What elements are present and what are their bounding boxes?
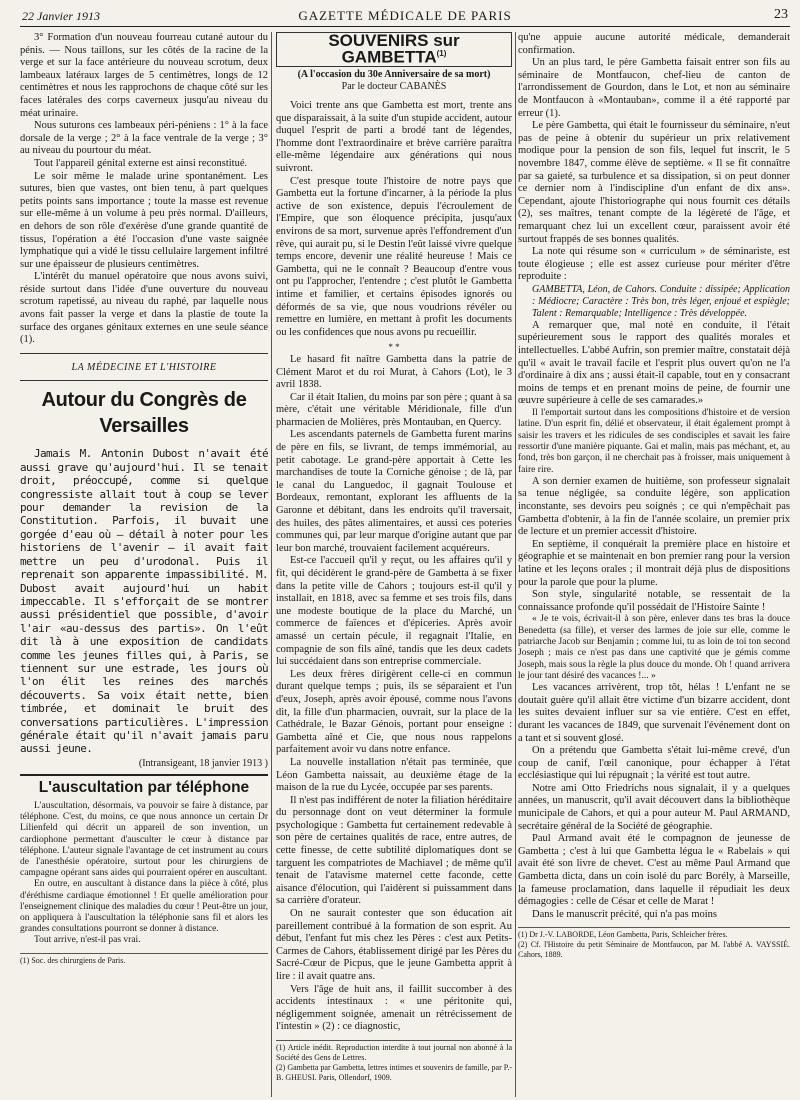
divider (20, 774, 268, 776)
article-author: Par le docteur CABANÈS (341, 81, 447, 93)
paragraph: Le hasard fit naître Gambetta dans la patrie de Clément Marot et du roi Murat, à Cahors (Lot), le 3 avril 1838. (276, 353, 512, 391)
paragraph: Nous suturons ces lambeaux péri-péniens : 1° à la face dorsale de la verge ; 2° à la face ventrale de la verge ; 3° au niveau du pourtour du méat. (20, 120, 268, 157)
column-right (518, 32, 790, 960)
gazette-title: GAZETTE MÉDICALE DE PARIS (298, 8, 512, 23)
paragraph: Le soir même le malade urine spontanément. Les sutures, bien que vastes, ont bien tenu, à part quelques petits points sans importance ; toute la masse est revenue sur elle-même à un volume à peu près normal. D'ailleurs, en dehors de son rôle d'exérèse d'une grande quantité de tissus, l'opération a été l'occasion d'une vaste saignée lymphatique qui a vidé le tissu cellulaire largement infiltré sur une épaisseur de plusieurs centimètres. (20, 170, 268, 270)
divider (20, 380, 268, 381)
title-text: SOUVENIRS sur GAMBETTA (328, 31, 460, 67)
section-separator: * * (388, 342, 400, 353)
record-text: GAMBETTA, Léon, de Cahors. Conduite : dissipée; Application : Médiocre; Caractère : Très bon, très léger, enjoué et espiègle; Talent : Remarquable; Intelligence : Très développée. (532, 283, 790, 319)
paragraph: Un an plus tard, le père Gambetta faisait entrer son fils au séminaire de Montfaucon, chef-lieu de canton de l'arrondissement de Gourdon, dans le Lot, et non au séminaire de Montfaucon à «Montauban», comme il a été rapporté par erreur (1). (518, 57, 790, 119)
article-title: L'auscultation par téléphone (38, 779, 250, 797)
paragraph: Car il était Italien, du moins par son père ; quant à sa mère, c'était une véritable Méridionale, fille d'un pharmacien de Molières, près Montauban, en Quercy. (276, 391, 512, 428)
paragraph: La note qui résume son « curriculum » de séminariste, est toute élogieuse ; elle est assez curieuse pour mériter d'être reproduite : (518, 246, 790, 283)
paragraph: A son dernier examen de huitième, son professeur signalait sa tenue négligée, sa conduite légère, son application inconstante, ses devoirs peu soignés ; ce qui n'empêchait pas Gambetta d'obtenir, à la fin de l'année scolaire, un premier prix de lecture et un premier accessit d'histoire. (518, 475, 790, 538)
paragraph: Les ascendants paternels de Gambetta furent marins de père en fils, se livrant, de temps immémorial, au petit cabotage. Le grand-père apportait à Cette les marchandises de toute la Corniche génoise ; de là, par le canal du Languedoc, il gagnait Toulouse et Bordeaux, remontant, explorant les affluents de la Garonne et débitant, dans les endroits qu'il traversait, des huiles, des pâtes alimentaires, et aussi ces poteries communes qui, par leur marque d'origine autant que par leur bon marché, trouvaient facilement acquéreurs. (276, 429, 512, 554)
footnote-text: (1) Article inédit. Reproduction interdite à tout journal non abonné à la Société des Gens de Lettres. (276, 1042, 512, 1062)
telephone-article (20, 801, 268, 947)
article-subtitle: (A l'occasion du 30e Anniversaire de sa mort) (297, 68, 491, 80)
paragraph: En septième, il conquérait la première place en histoire et géographie et se maintenait en bon premier rang pour la version latine et les leçons orales ; il montrait déjà plus de dispositions pour la parole que pour la plume. (518, 538, 790, 588)
footnotes (518, 927, 790, 960)
issue-date: 22 Janvier 1913 (22, 9, 100, 23)
paragraph: On ne saurait contester que son éducation ait pareillement contribué à la formation de son esprit. Au début, l'enfant fut mis chez les Pères : c'est aux Petits-Carmes de Cahors, établissement dirigé par les Pères du Sacré-Cœur de Picpus, que le jeune Gambetta apprit à lire : il avait quatre ans. (276, 908, 512, 982)
paragraph: Il l'emportait surtout dans les compositions d'histoire et de version latine. D'un esprit fin, délié et observateur, il était également prompt à saisir les travers et les ridicules de ses condisciples et savait les faire ressortir d'une manière piquante. Gai et malin, mais pas méchant, et, au fond, très bon garçon, il ne cherchait pas à froisser, mais uniquement à faire rire. (518, 408, 790, 475)
paragraph: C'est presque toute l'histoire de notre pays que Gambetta eut la fortune d'incarner, à la période la plus active de son existence, depuis l'écroulement de l'Empire, que son éloquence précipita, jusqu'aux environs de sa mort, survenue après l'effondrement d'un rêve, qui aurait pu, si le Destin l'eût laissé vivre quelque temps encore, devenir une réalité heureuse ! Mais ce Gambetta, qui ne le connaît ? Beaucoup d'entre vous ont pu l'approcher, l'entendre ; c'est plutôt le Gambetta intime et familier, et certains épisodes ignorés ou déformés de sa vie, que nous voudrions révéler ou remettre en lumière, en mettant à profit les documents ou les confidences que nous avons pu recueillir. (276, 175, 512, 338)
divider (20, 353, 268, 354)
paragraph: Tout l'appareil génital externe est ainsi reconstitué. (34, 157, 248, 169)
paragraph: Paul Armand avait été le compagnon de jeunesse de Gambetta ; c'est à lui que Gambetta légua le « Rabelais » qui avait été son livre de chevet. C'est au même Paul Armand que Gambetta dicta, dans un coin isolé du parc Borély, à Marseille, la fameuse proclamation, dans laquelle il répudiait les deux démagogies : celle de César et celle de Marat ! (518, 833, 790, 908)
quotation (518, 614, 790, 682)
page-number: 23 (774, 7, 788, 22)
article-source: (Intransigeant, 18 janvier 1913 ) (138, 757, 268, 769)
surgery-article (20, 32, 268, 347)
paragraph: En outre, en auscultant à distance dans la pièce à côté, plus d'éréthisme cardiaque émotionnel ! Et quelle amélioration pour l'enseignement clinique des maladies du cœur ! Peut-être un jour, on appliquera à l'auscultation la téléphonie sans fil et alors les grandes consultations pourront se donner à distance. (20, 879, 268, 935)
column-divider (271, 32, 272, 1097)
paragraph: Dans le manuscrit précité, qui n'a pas moins (532, 908, 718, 920)
paragraph: On a prétendu que Gambetta s'était lui-même crevé, d'un coup de canif, l'œil canonique, pour échapper à l'état ecclésiastique qui lui répugnait ; la vérité est tout autre. (518, 745, 790, 782)
footnote-text: (1) Dr J.-V. LABORDE, Léon Gambetta, Paris, Schleicher frères. (518, 930, 728, 940)
paragraph: Le père Gambetta, qui était le fournisseur du séminaire, n'eut pas de peine à obtenir du supérieur un prix relativement modique pour la pension de son fils, lequel fut inscrit, le 5 novembre 1847, comme élève de septième. « Il se fit connaître par sa gaieté, sa turbulence et sa dissipation, si on peut donner ce dernier nom à l'indiscipline d'un enfant de dix ans». Cependant, ajoute l'historiographe qui nous fournit ces détails (2), ses maîtres, tenant compte de la légèreté de l'âge, et remarquant chez lui un excellent cœur, paraissent avoir été surtout frappés de ses bonnes qualités. (518, 120, 790, 245)
article-title: Autour du Congrès de Versailles (41, 389, 247, 438)
page-header (20, 6, 790, 27)
paragraph: Les deux frères dirigèrent celle-ci en commun durant quelque temps ; puis, ils se séparaient et l'un d'eux, Joseph, après avoir épousé, comme nous l'avons dit, la fille d'un pharmacien, ouvrait, sur la place de la Cathédrale, le Bazar Génois, portant pour enseigne : Gambetta aîné et Cie, que nous nous rappelons parfaitement avoir vu dans notre enfance. (276, 668, 512, 756)
footnote-text: (2) Cf. l'Histoire du petit Séminaire de Montfaucon, par M. l'abbé A. VAYSSIÉ. Cahors, 1889. (518, 940, 790, 960)
paragraph: L'auscultation, désormais, va pouvoir se faire à distance, par téléphone. C'est, du moins, ce que nous annonce un certain Dr Lilienfeld qui décrit un appareil de son invention, un cardiophone permettant d'ausculter le cœur à distance par téléphone. L'auteur signale l'avantage de cet instrument au cours de l'anesthésie opératoire, surtout pour les chirurgiens de campagne opérant sans aides qui pourraient opérer en auscultant. (20, 800, 268, 879)
paragraph: Tout arrive, n'est-il pas vrai. (34, 935, 141, 946)
quotation (518, 408, 790, 476)
title-note: (1) (436, 48, 447, 58)
paragraph: 3° Formation d'un nouveau fourreau cutané autour du pénis. — Nous taillons, sur les côtés de la racine de la verge et sur la face antérieure du nouveau scrotum, deux lambeaux latéraux larges de 5 centimètres, longs de 12 centimètres et nous les rapprochons de chaque côté sur les faces latérales des corps caverneux jusqu'au niveau du méat urinaire. (20, 32, 268, 119)
column-divider (515, 32, 516, 1097)
paragraph: Vers l'âge de huit ans, il faillit succomber à des accidents intestinaux : « une péritonite qui, négligemment soignée, amenait un rétrécissement de l'intestin » (2) : ce diagnostic, (276, 983, 512, 1033)
paragraph: La nouvelle installation n'était pas terminée, que Léon Gambetta naissait, au deuxième étage de la maison de la rue du Lycée, occupée par ses parents. (276, 756, 512, 794)
article-title (276, 32, 512, 67)
column-middle (276, 32, 512, 1083)
paragraph: Voici trente ans que Gambetta est mort, trente ans que disparaissait, à la suite d'un stupide accident, autour duquel l'esprit de parti a brodé tant de légendes, l'homme dont l'extraordinaire et brève carrière paraîtra elle-même légendaire aux générations qui nous suivront. (276, 100, 512, 174)
footnote-text: (2) Gambetta par Gambetta, lettres intimes et souvenirs de famille, par P.-B. GHEUSI. Paris, Ollendorf, 1909. (276, 1062, 512, 1082)
footnote (20, 953, 268, 966)
column-left (20, 32, 268, 966)
paragraph: L'intérêt du manuel opératoire que nous avons suivi, réside surtout dans l'idée d'une ouverture du nouveau scrotum rapetissé, au niveau du raphé, par laquelle nous avons fait passer la verge et dans la plastie de toute la surface des organes génitaux externes en une seule séance (1). (20, 271, 268, 346)
paragraph: qu'ne appuie aucune autorité médicale, demanderait confirmation. (518, 32, 790, 56)
paragraph: Jamais M. Antonin Dubost n'avait été aussi grave qu'aujourd'hui. Il se tenait droit, préoccupé, comme si quelque congressiste allait tout à coup se lever pour demander la revision de la Constitution. Parfois, il buvait une gorgée d'eau où — détail à noter pour les historiens de l'avenir — il avait fait mettre un peu d'urodonal. Puis il reprenait son apparente impassibilité. M. Dubost avait aujourd'hui un habit impeccable. Il s'efforçait de se montrer aussi présidentiel que possible, d'avoir l'air «au-dessus des partis». On l'eût dit là à une exposition de candidats comme les jeunes filles qui, à Paris, se tiennent sur une estrade, les jours où l'on élit les reines des marchés découverts. Sa voix était nette, bien timbrée, et dominait le bruit des conversations particulières. L'impression générale était qu'il n'avait jamais paru aussi jeune. (20, 447, 268, 756)
school-record (518, 284, 790, 320)
congres-article (20, 447, 268, 755)
paragraph: Les vacances arrivèrent, trop tôt, hélas ! L'enfant ne se doutait guère qu'il allait être victime d'un bizarre accident, dont les suites devaient influer sur sa vie entière. C'est en effet, durant les vacances de 1849, que survenait l'événement dont on a tant et si souvent glosé. (518, 682, 790, 744)
section-rubric: LA MÉDECINE ET L'HISTOIRE (71, 361, 217, 373)
footnotes (276, 1040, 512, 1083)
paragraph: « Je te vois, écrivait-il à son père, enlever dans tes bras la douce Benedetta (sa fille), et verser des larmes de joie sur elle, comme le patriarche Jacob sur Benjamin ; comme lui, tu as loin de toi ton second Joseph ; mais ce n'est pas dans une captivité que je gémis comme Joseph, mais sous la règle la plus douce du monde. Oh ! quand arrivera le jour tant désiré des vacances !... » (518, 614, 790, 681)
paragraph: Son style, singularité notable, se ressentait de la connaissance profonde qu'il possédait de l'Histoire Sainte ! (518, 589, 790, 613)
paragraph: A remarquer que, mal noté en conduite, il l'était supérieurement sous le rapport des qualités morales et intellectuelles. L'abbé Aufrin, son premier maître, constatait déjà qu'il « avait le travail facile et l'esprit plus ouvert qu'on ne l'a d'ordinaire à dix ans ; aussi était-il capable, tout en y consacrant moins de temps et en prenant moins de peine, de fournir une œuvre supérieure à celle de ses camarades.» (518, 319, 790, 407)
paragraph: Il n'est pas indifférent de noter la filiation héréditaire du personnage dont on veut déterminer la formule psychologique : Gambetta fut certainement redevable à son père de certaines qualités de race, entre autres, de cette finesse, de cette subtilité diplomatiques dont se targuent les compatriotes de Machiavel ; de même qu'il tenait de l'atavisme maternel cette faconde, cette aisance d'élocution, qui l'aidèrent si puissamment dans sa carrière d'orateur. (276, 794, 512, 907)
footnote-text: (1) Soc. des chirurgiens de Paris. (20, 955, 126, 965)
paragraph: Notre ami Otto Friedrichs nous signalait, il y a quelques années, un manuscrit, qu'il avait découvert dans la bibliothèque municipale de Cahors, et qui a pour auteur M. Paul ARMAND, secrétaire général de la Société de géographie. (518, 782, 790, 832)
paragraph: Est-ce l'accueil qu'il y reçut, ou les affaires qu'il y fit, qui décidèrent le grand-père de Gambetta à se fixer dans la petite ville de Cahors ; toujours est-il qu'il y installait, en 1818, avec sa femme et ses trois fils, dans une modeste boutique de la place du Marché, un commerce de faïences et d'épiceries. Après avoir amassé un certain pécule, il regagnait l'Italie, en compagnie de son fils aîné, tandis que les deux cadets lui succédaient dans son entreprise commerciale. (276, 555, 512, 668)
